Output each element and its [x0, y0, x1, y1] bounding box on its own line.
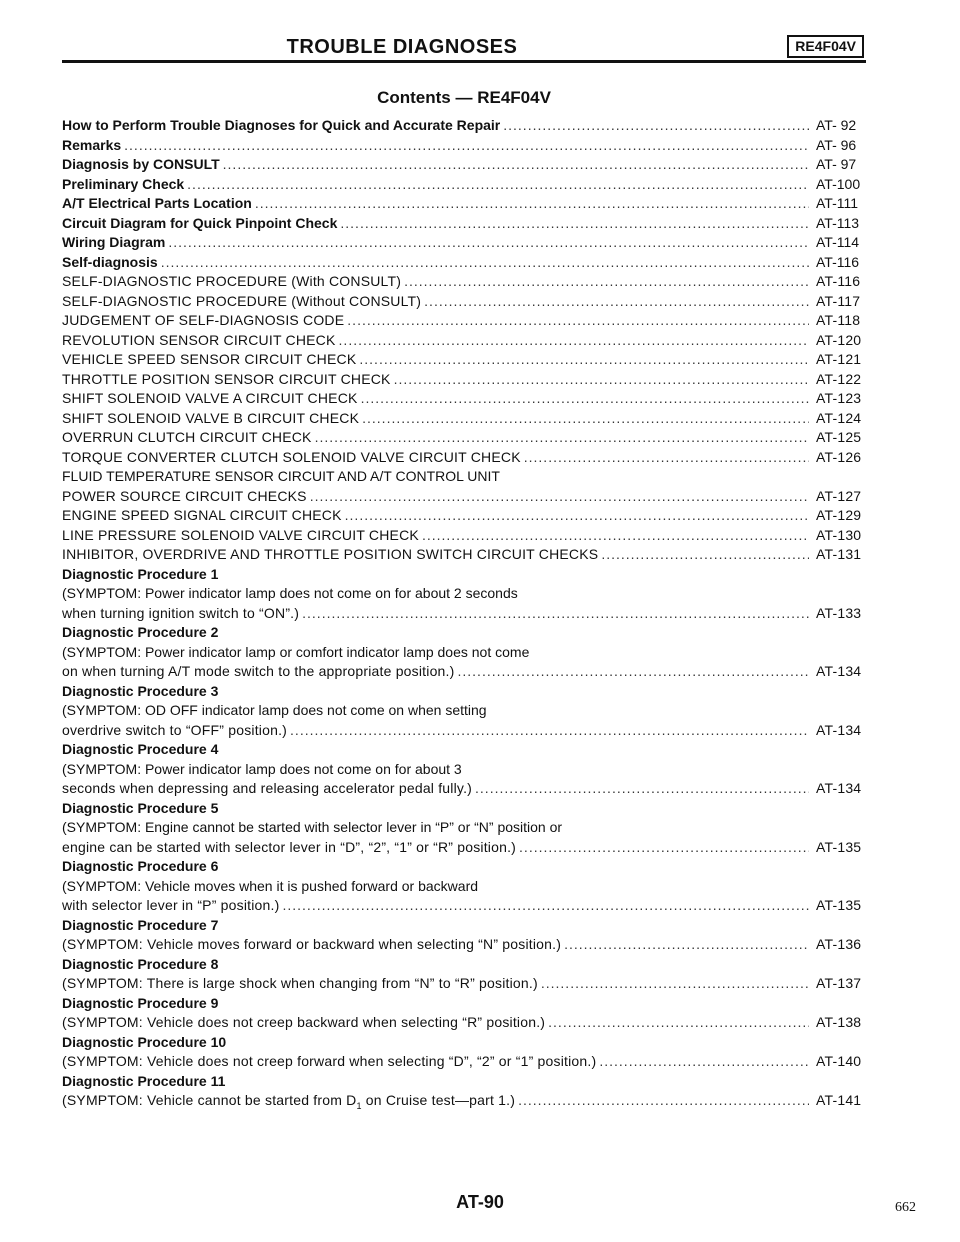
toc-entry-page: AT-141 [816, 1092, 862, 1108]
toc-subentry[interactable] [62, 838, 866, 858]
leader-dots [361, 389, 809, 409]
toc-entry-title: (SYMPTOM: Vehicle moves forward or backward when selecting “N” position.) [62, 936, 562, 952]
toc-subentry[interactable] [62, 662, 866, 682]
leader-dots [124, 136, 809, 156]
toc-subentry[interactable] [62, 604, 866, 624]
toc-entry[interactable] [62, 175, 866, 195]
toc-entry-title: with selector lever in “P” position.) [62, 897, 280, 913]
toc-subentry-continued: FLUID TEMPERATURE SENSOR CIRCUIT AND A/T CONTROL UNIT [62, 468, 500, 484]
toc-entry-page: AT-134 [816, 780, 862, 796]
toc-subentry[interactable] [62, 526, 866, 546]
model-badge: RE4F04V [787, 35, 864, 58]
toc-subentry[interactable] [62, 545, 866, 565]
page-header [62, 32, 866, 68]
toc-entry-title: Circuit Diagram for Quick Pinpoint Check [62, 214, 338, 231]
toc-subentry[interactable] [62, 370, 866, 390]
toc-entry-title: VEHICLE SPEED SENSOR CIRCUIT CHECK [62, 351, 357, 367]
toc-entry-title: THROTTLE POSITION SENSOR CIRCUIT CHECK [62, 370, 391, 387]
toc-entry[interactable] [62, 155, 866, 175]
toc-entry-page: AT-131 [816, 546, 862, 562]
leader-dots [519, 838, 809, 858]
leader-dots [518, 1091, 809, 1111]
toc-entry-page: AT-126 [816, 448, 862, 465]
toc-entry-page: AT-123 [816, 390, 862, 406]
toc-subentry[interactable] [62, 311, 866, 331]
toc-entry[interactable] [62, 116, 866, 136]
procedure-title: Diagnostic Procedure 7 [62, 916, 219, 933]
leader-dots [422, 526, 809, 546]
toc-entry-title: Self-diagnosis [62, 253, 158, 270]
leader-dots [187, 175, 809, 195]
section-title: TROUBLE DIAGNOSES [286, 36, 518, 58]
leader-dots [404, 272, 809, 292]
leader-dots [310, 487, 809, 507]
toc-entry-title: (SYMPTOM: Vehicle does not creep backward when selecting “R” position.) [62, 1014, 546, 1030]
procedure-symptom-line: (SYMPTOM: Vehicle moves when it is pushed forward or backward [62, 877, 479, 894]
toc-entry-page: AT-117 [816, 292, 861, 309]
toc-entry-page: AT-121 [816, 351, 862, 367]
symptom-text-start: (SYMPTOM: Vehicle cannot be started from D [62, 1092, 357, 1108]
procedure-title: Diagnostic Procedure 11 [62, 1072, 226, 1089]
leader-dots [548, 1013, 809, 1033]
toc-subentry[interactable] [62, 974, 866, 994]
toc-entry-title: overdrive switch to “OFF” position.) [62, 721, 288, 738]
leader-dots [161, 253, 809, 273]
toc-entry-page: AT-120 [816, 331, 862, 348]
toc-subentry[interactable] [62, 896, 866, 916]
leader-dots [599, 1052, 809, 1072]
procedure-symptom-line: (SYMPTOM: OD OFF indicator lamp does not come on when setting [62, 702, 487, 718]
toc-subentry[interactable] [62, 272, 866, 292]
toc-entry-title: Preliminary Check [62, 175, 185, 192]
header-rule [62, 60, 866, 63]
symptom-text-end: on Cruise test—part 1.) [361, 1092, 516, 1108]
toc-entry-title: INHIBITOR, OVERDRIVE AND THROTTLE POSITION SWITCH CIRCUIT CHECKS [62, 546, 599, 562]
gear-subscript: 1 [356, 1100, 362, 1111]
leader-dots [347, 311, 809, 331]
toc-entry-page: AT-130 [816, 526, 862, 543]
toc-entry[interactable] [62, 194, 866, 214]
toc-entry-title: Diagnosis by CONSULT [62, 156, 220, 172]
toc-entry[interactable] [62, 136, 866, 156]
procedure-symptom-line: (SYMPTOM: Power indicator lamp does not come on for about 3 [62, 760, 462, 777]
toc-entry-page: AT-100 [816, 175, 861, 192]
leader-dots [223, 155, 809, 175]
toc-entry-title: when turning ignition switch to “ON”.) [62, 604, 300, 621]
toc-entry-page: AT- 97 [816, 156, 857, 172]
toc-subentry[interactable] [62, 331, 866, 351]
toc-entry-page: AT-135 [816, 897, 862, 913]
toc-entry-title: SELF-DIAGNOSTIC PROCEDURE (With CONSULT) [62, 273, 402, 289]
toc-entry-title: seconds when depressing and releasing accelerator pedal fully.) [62, 780, 473, 796]
toc-subentry[interactable] [62, 1013, 866, 1033]
toc-entry-title: How to Perform Trouble Diagnoses for Quick and Accurate Repair [62, 117, 501, 133]
leader-dots [524, 448, 809, 468]
toc-entry-page: AT-118 [816, 312, 861, 328]
toc-entry-page: AT-136 [816, 936, 862, 952]
toc-entry[interactable] [62, 214, 866, 234]
toc-entry-page: AT-129 [816, 507, 862, 523]
leader-dots [339, 331, 809, 351]
toc-entry-title: on when turning A/T mode switch to the appropriate position.) [62, 663, 455, 679]
toc-entry-page: AT- 96 [816, 136, 857, 153]
table-of-contents [62, 116, 866, 1111]
leader-dots [340, 214, 809, 234]
leader-dots [359, 350, 809, 370]
toc-entry-page: AT-111 [816, 195, 859, 211]
toc-entry-title: engine can be started with selector lever in “D”, “2”, “1” or “R” position.) [62, 838, 517, 855]
procedure-title: Diagnostic Procedure 5 [62, 799, 219, 816]
leader-dots [394, 370, 809, 390]
toc-entry-page: AT-114 [816, 234, 860, 250]
procedure-symptom-line: (SYMPTOM: Power indicator lamp does not come on for about 2 seconds [62, 585, 518, 601]
leader-dots [601, 545, 809, 565]
toc-entry-title: Remarks [62, 136, 122, 153]
toc-subentry[interactable] [62, 935, 866, 955]
toc-entry-title: ENGINE SPEED SIGNAL CIRCUIT CHECK [62, 507, 342, 523]
toc-entry-title: SHIFT SOLENOID VALVE A CIRCUIT CHECK [62, 390, 358, 406]
leader-dots [458, 662, 810, 682]
procedure-title: Diagnostic Procedure 1 [62, 565, 219, 582]
toc-entry[interactable] [62, 253, 866, 273]
toc-subentry[interactable] [62, 721, 866, 741]
procedure-title: Diagnostic Procedure 8 [62, 955, 219, 972]
toc-entry-title: TORQUE CONVERTER CLUTCH SOLENOID VALVE CIRCUIT CHECK [62, 448, 521, 465]
page-footer [0, 1190, 960, 1220]
toc-subentry[interactable] [62, 1052, 866, 1072]
toc-entry-page: AT-124 [816, 409, 862, 426]
contents-heading: Contents — RE4F04V [377, 88, 551, 107]
toc-subentry[interactable] [62, 292, 866, 312]
toc-subentry[interactable] [62, 409, 866, 429]
toc-entry-title: SELF-DIAGNOSTIC PROCEDURE (Without CONSULT) [62, 292, 422, 309]
leader-dots [564, 935, 809, 955]
leader-dots [315, 428, 809, 448]
toc-subentry[interactable] [62, 350, 866, 370]
leader-dots [362, 409, 809, 429]
toc-entry-page: AT-133 [816, 604, 862, 621]
toc-entry-title: Wiring Diagram [62, 234, 166, 250]
leader-dots [290, 721, 809, 741]
toc-subentry[interactable] [62, 779, 866, 799]
toc-entry-page: AT-127 [816, 487, 862, 504]
toc-entry-page: AT- 92 [816, 117, 857, 133]
leader-dots [255, 194, 809, 214]
toc-subentry[interactable] [62, 389, 866, 409]
toc-entry-page: AT-135 [816, 838, 862, 855]
leader-dots [424, 292, 809, 312]
leader-dots [503, 116, 809, 136]
leader-dots [282, 896, 809, 916]
toc-entry-title: OVERRUN CLUTCH CIRCUIT CHECK [62, 429, 312, 445]
toc-entry-title: JUDGEMENT OF SELF-DIAGNOSIS CODE [62, 312, 345, 328]
toc-entry-title: (SYMPTOM: Vehicle does not creep forward when selecting “D”, “2” or “1” position.) [62, 1053, 597, 1069]
procedure-symptom-line: (SYMPTOM: Engine cannot be started with selector lever in “P” or “N” position or [62, 819, 563, 835]
toc-entry-page: AT-113 [816, 214, 860, 231]
leader-dots [541, 974, 809, 994]
procedure-title: Diagnostic Procedure 10 [62, 1033, 227, 1050]
toc-entry-page: AT-116 [816, 273, 861, 289]
toc-entry-page: AT-134 [816, 663, 862, 679]
toc-subentry[interactable] [62, 428, 866, 448]
procedure-title: Diagnostic Procedure 9 [62, 994, 219, 1011]
leader-dots [302, 604, 809, 624]
toc-entry-title [62, 1091, 515, 1116]
page-label: AT-90 [456, 1192, 504, 1212]
procedure-title: Diagnostic Procedure 4 [62, 741, 219, 757]
procedure-symptom-line: (SYMPTOM: Power indicator lamp or comfort indicator lamp does not come [62, 643, 530, 660]
toc-entry-page: AT-125 [816, 429, 862, 445]
sheet-number: 662 [895, 1200, 916, 1215]
toc-entry-title: POWER SOURCE CIRCUIT CHECKS [62, 487, 307, 504]
leader-dots [345, 506, 809, 526]
toc-subentry[interactable] [62, 487, 866, 507]
toc-entry-title: SHIFT SOLENOID VALVE B CIRCUIT CHECK [62, 409, 360, 426]
procedure-title: Diagnostic Procedure 3 [62, 682, 219, 699]
toc-entry-page: AT-122 [816, 370, 862, 387]
leader-dots [168, 233, 809, 253]
procedure-title: Diagnostic Procedure 2 [62, 624, 219, 640]
toc-subentry[interactable] [62, 1091, 866, 1111]
toc-entry-page: AT-137 [816, 975, 862, 991]
toc-entry-page: AT-134 [816, 721, 862, 738]
leader-dots [475, 779, 809, 799]
toc-entry-title: LINE PRESSURE SOLENOID VALVE CIRCUIT CHECK [62, 526, 419, 543]
toc-subentry[interactable] [62, 448, 866, 468]
toc-entry[interactable] [62, 233, 866, 253]
procedure-title: Diagnostic Procedure 6 [62, 858, 219, 874]
toc-entry-title: (SYMPTOM: There is large shock when changing from “N” to “R” position.) [62, 975, 538, 991]
toc-subentry[interactable] [62, 506, 866, 526]
toc-entry-title: REVOLUTION SENSOR CIRCUIT CHECK [62, 331, 336, 348]
toc-entry-page: AT-138 [816, 1014, 862, 1030]
toc-entry-page: AT-116 [816, 253, 860, 270]
toc-entry-title: A/T Electrical Parts Location [62, 195, 252, 211]
toc-entry-page: AT-140 [816, 1053, 862, 1069]
